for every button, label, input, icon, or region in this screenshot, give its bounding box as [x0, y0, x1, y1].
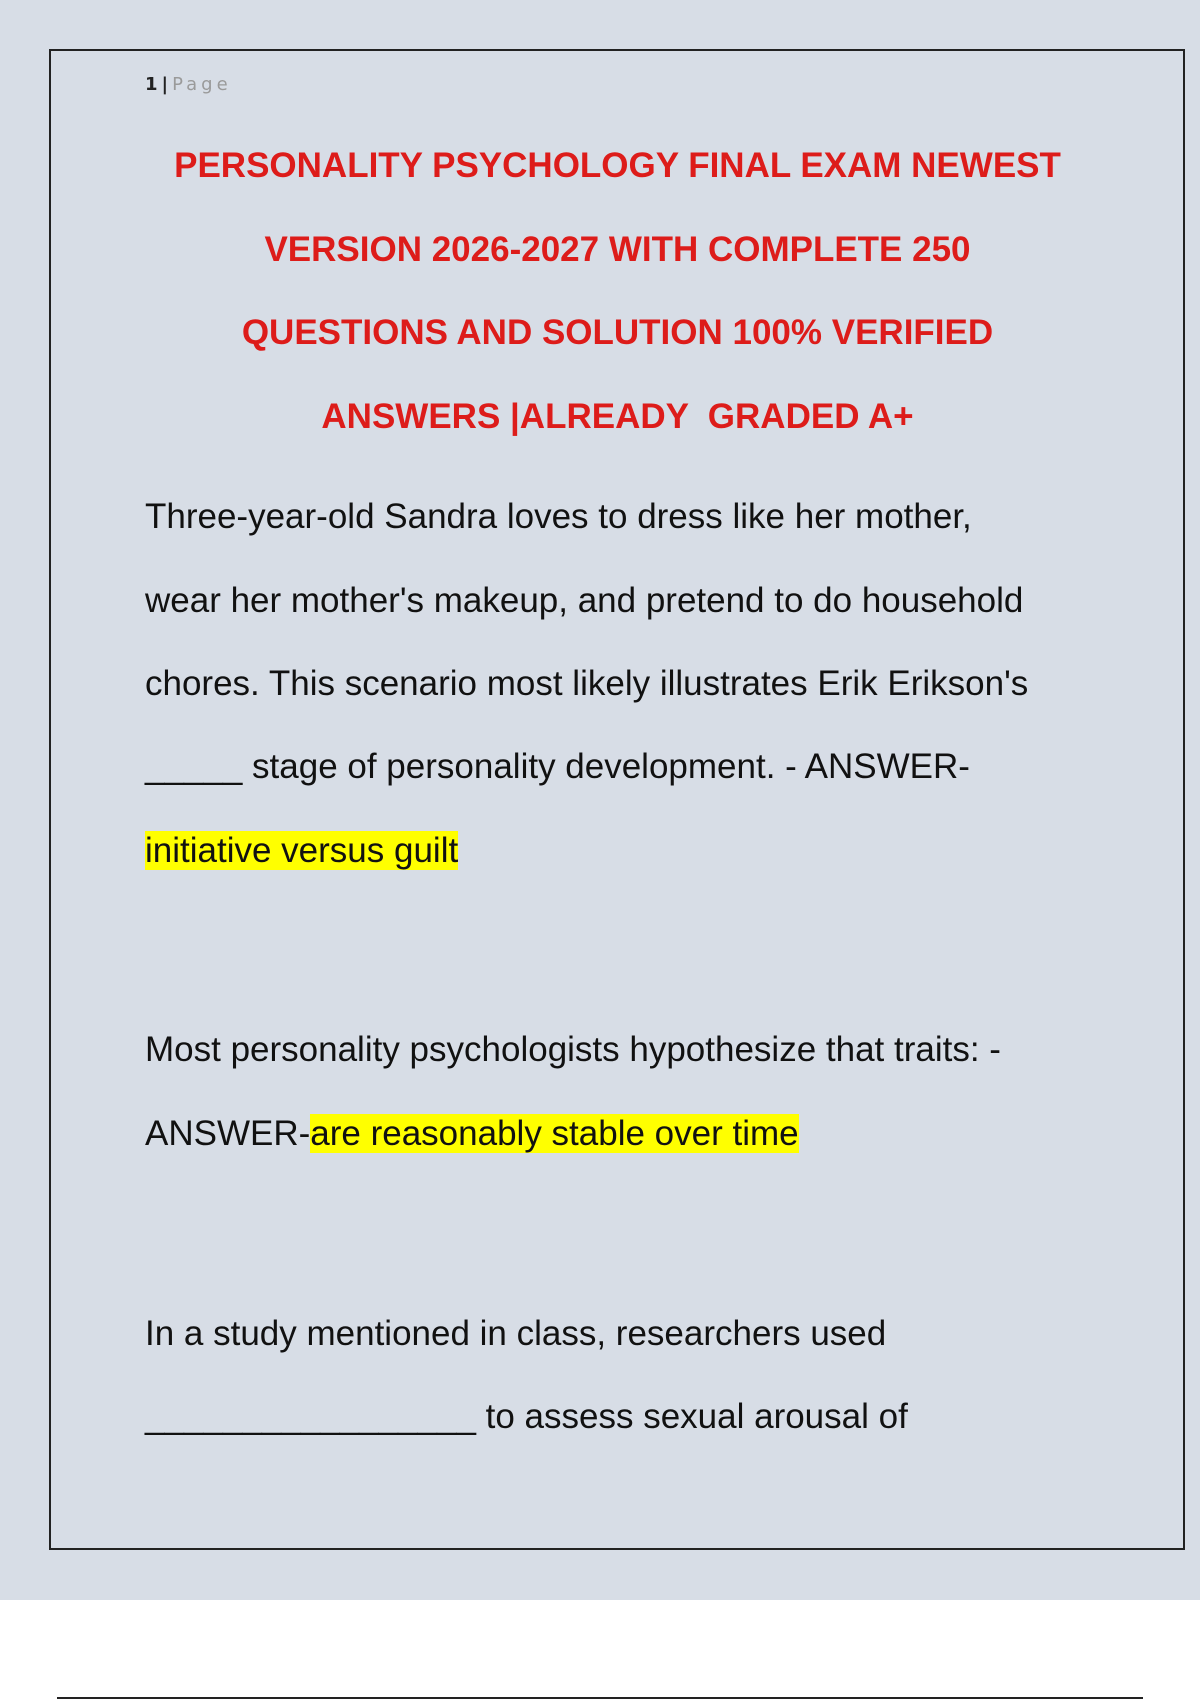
question-1-line-4: _____ stage of personality development. - ANSWER- — [145, 747, 970, 786]
question-1-line-3: chores. This scenario most likely illustrates Erik Erikson's — [145, 664, 1029, 703]
page-number-header — [145, 74, 232, 95]
question-2-line-1: Most personality psychologists hypothesize that traits: - — [145, 1030, 1001, 1069]
page-label: Page — [172, 74, 232, 95]
page-number: 1 — [145, 74, 158, 95]
footer-divider — [57, 1697, 1143, 1699]
question-1-answer-line — [145, 831, 458, 871]
question-3-line-1: In a study mentioned in class, researchers used — [145, 1314, 887, 1353]
title-line-4: ANSWERS |ALREADY GRADED A+ — [321, 397, 914, 436]
question-1-line-2: wear her mother's makeup, and pretend to do household — [145, 581, 1024, 620]
title-line-3: QUESTIONS AND SOLUTION 100% VERIFIED — [241, 313, 994, 352]
question-2-answer-prefix: ANSWER- — [145, 1114, 311, 1153]
question-2-answer: are reasonably stable over time — [310, 1114, 799, 1153]
title-line-1: PERSONALITY PSYCHOLOGY FINAL EXAM NEWEST — [174, 146, 1061, 185]
question-3-line-2: _________________ to assess sexual arousal of — [145, 1397, 908, 1436]
question-2-answer-line — [145, 1114, 799, 1154]
page-number-separator: | — [161, 74, 169, 95]
question-1-answer: initiative versus guilt — [145, 831, 459, 870]
question-1-line-1: Three-year-old Sandra loves to dress like her mother, — [145, 497, 972, 536]
title-line-2: VERSION 2026-2027 WITH COMPLETE 250 — [264, 230, 971, 269]
